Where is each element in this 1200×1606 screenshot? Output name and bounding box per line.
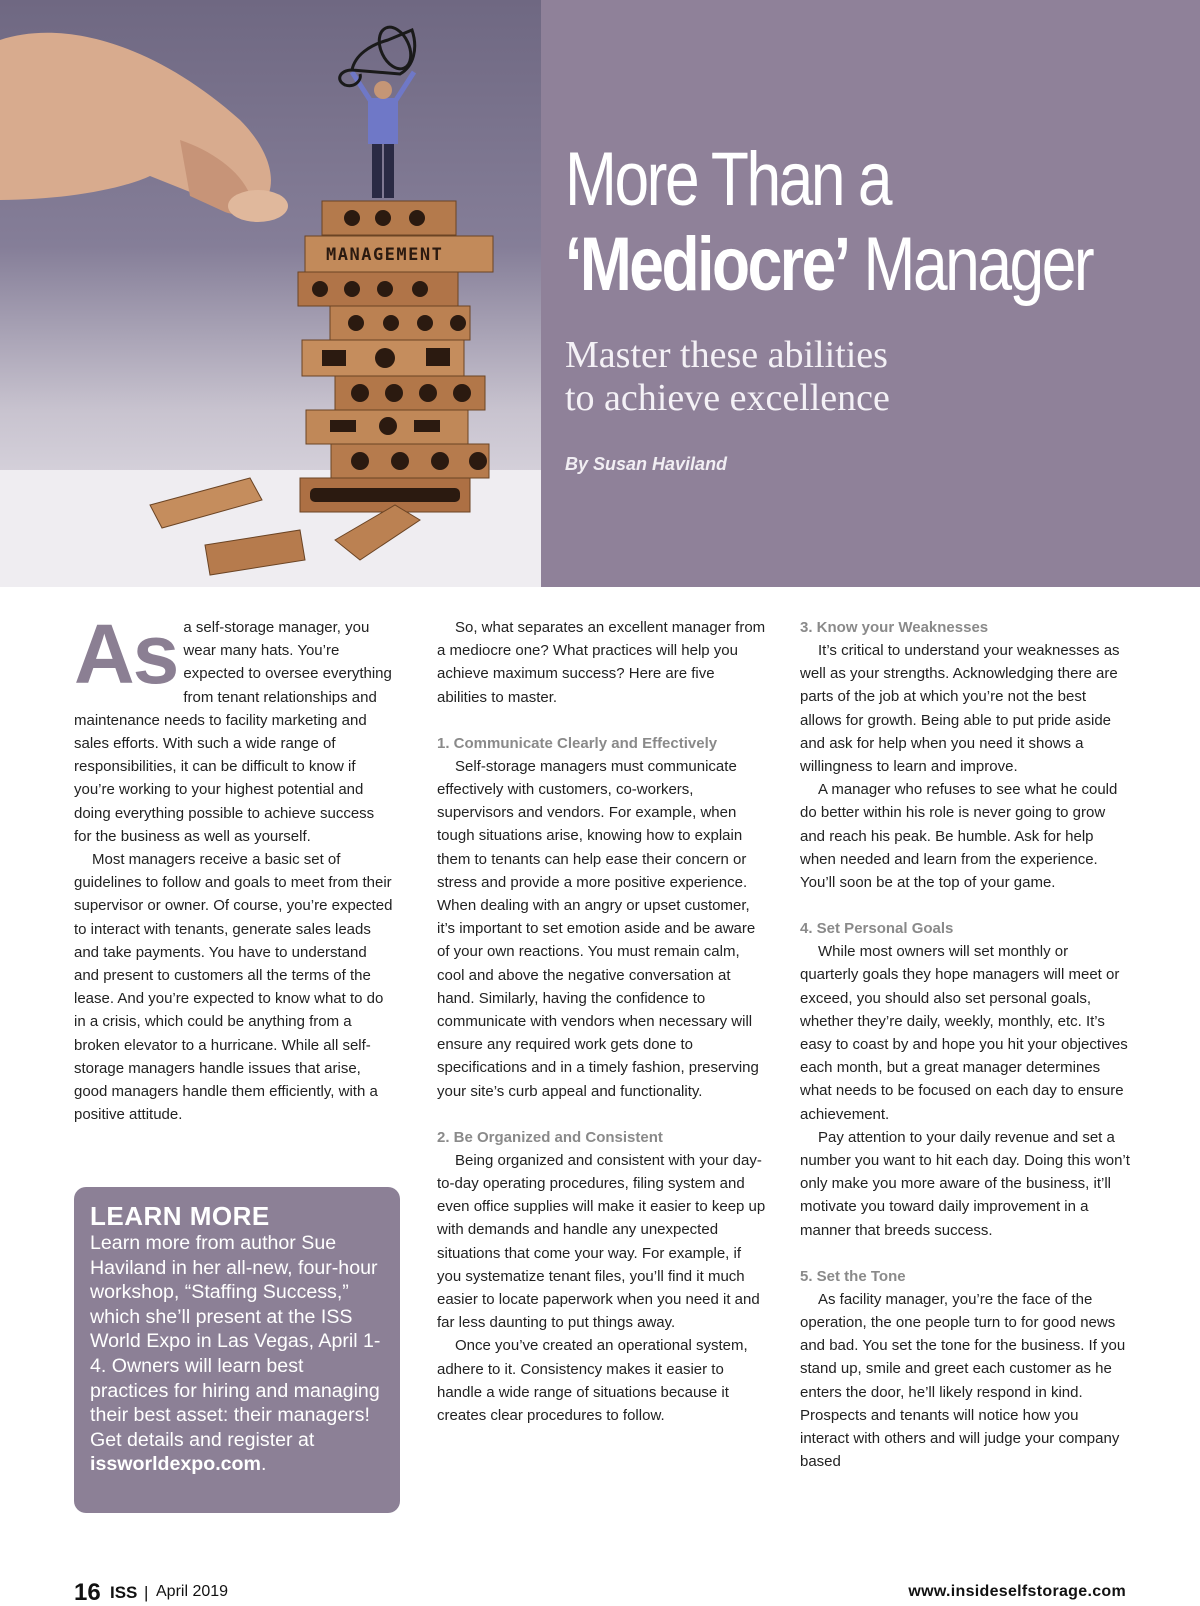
footer-separator: | xyxy=(144,1583,149,1602)
column-2 xyxy=(437,616,767,1427)
issue-date: April 2019 xyxy=(156,1583,229,1600)
subhead-communicate: 1. Communicate Clearly and Effectively xyxy=(437,734,718,752)
paragraph: As facility manager, you’re the face of the operation, the one people turn to for good news and bad. You set the tone for the business. If you stand up, smile and greet each customer as he enters the door, he’ll likely respond in kind. Prospects and tenants will notice how you interact with others and will judge your company based xyxy=(800,1290,1126,1471)
learn-more-text: Learn more from author Sue Haviland in her all-new, four-hour workshop, “Staffing Success,” which she’ll present at the ISS World Expo in Las Vegas, April 1-4. Owners will learn best practices for hiring and managing their best asset: their managers! Get details and register at xyxy=(90,1232,381,1451)
learn-more-body xyxy=(90,1231,384,1477)
title-line-1: More Than a xyxy=(565,137,891,222)
paragraph: Self-storage managers must communicate effectively with customers, co-workers, supervisors and vendors. For example, when tough situations arise, knowing how to explain them to tenants can help ease their concern or stress and provide a more positive experience. When dealing with an angry or upset customer, it’s important to set emotion aside and be aware of your own reactions. You must remain calm, cool and above the negative conversation at hand. Similarly, having the confidence to communicate with vendors when necessary will ensure any required work gets done to specifications and in a timely fashion, preserving your site’s curb appeal and functionality. xyxy=(437,757,759,1100)
magazine-name: ISS xyxy=(110,1583,138,1602)
title-emphasis: ‘Mediocre’ xyxy=(565,222,849,307)
learn-more-box xyxy=(74,1187,400,1513)
subhead-tone: 5. Set the Tone xyxy=(800,1267,906,1285)
paragraph: It’s critical to understand your weaknesses as well as your strengths. Acknowledging there are parts of the job at which you’re not the best allows for growth. Being able to put pride aside and ask for help when you need it shows a willingness to learn and improve. xyxy=(800,642,1120,776)
expo-link[interactable]: issworldexpo.com xyxy=(90,1453,261,1476)
paragraph: A manager who refuses to see what he could do better within his role is never going to grow and reach his peak. Be humble. Ask for help when needed and learn from the experience. You’ll soon be at the top of your game. xyxy=(800,781,1118,892)
intro-paragraph xyxy=(74,607,394,848)
subhead-goals: 4. Set Personal Goals xyxy=(800,920,954,938)
column-3 xyxy=(800,616,1130,1474)
paragraph: Most managers receive a basic set of guidelines to follow and goals to meet from their supervisor or owner. Of course, you’re expected to interact with tenants, generate sales leads and take payments. You have to understand and present to customers all the terms of the lease. And you’re expected to know what to do in a crisis, which could be anything from a broken elevator to a hurricane. While all self-storage managers handle issues that arise, good managers handle them efficiently, with a positive attitude. xyxy=(74,851,393,1124)
hero-text xyxy=(565,138,1185,475)
subhead-weaknesses: 3. Know your Weaknesses xyxy=(800,619,989,636)
hero-banner xyxy=(0,0,1200,587)
website-link[interactable]: www.insideselfstorage.com xyxy=(908,1583,1126,1600)
subtitle-line-2: to achieve excellence xyxy=(565,377,890,419)
paragraph: Pay attention to your daily revenue and set a number you want to hit each day. Doing this won’t only make you more aware of the business, it’ll motivate you toward daily improvement in a manner that breeds success. xyxy=(800,1128,1130,1239)
paragraph: Being organized and consistent with your day-to-day operating procedures, filing system and even office supplies will make it easier to keep up with demands and handle any unexpected situations that come your way. For example, if you systematize tenant files, you’ll find it much easier to locate paperwork when you need it and far less daunting to put things away. xyxy=(437,1151,766,1332)
learn-more-heading: LEARN MORE xyxy=(90,1201,270,1231)
intro-text: a self-storage manager, you wear many hats. You’re expected to oversee everything from tenant relationships and maintenance needs to facility marketing and sales efforts. With such a wide range of responsibilities, it can be difficult to know if you’re working to your highest potential and doing everything possible to achieve success for the business as well as yourself. xyxy=(74,619,392,845)
page-number: 16 xyxy=(74,1579,101,1606)
paragraph: Once you’ve created an operational system, adhere to it. Consistency makes it easier to handle a wide range of situations because it creates clear procedures to follow. xyxy=(437,1337,748,1425)
subhead-organized: 2. Be Organized and Consistent xyxy=(437,1128,663,1146)
learn-more-end: . xyxy=(260,1453,267,1476)
page-footer xyxy=(74,1580,1126,1606)
subtitle-line-1: Master these abilities xyxy=(565,334,888,376)
wooden-blocks-illustration xyxy=(0,0,541,587)
column-1 xyxy=(74,607,394,1126)
subtitle xyxy=(565,334,1185,420)
title-rest: Manager xyxy=(848,222,1093,307)
management-block-label: MANAGEMENT xyxy=(326,245,444,265)
paragraph: While most owners will set monthly or quarterly goals they hope managers will meet or exceed, you should also set personal goals, whether they’re daily, weekly, monthly, etc. It’s easy to coast by and hope you hit your objectives each month, but a great manager determines what needs to be focused on each day to ensure achievement. xyxy=(800,943,1128,1123)
title-line-2 xyxy=(565,222,1093,308)
drop-cap: As xyxy=(74,607,178,701)
hero-photo xyxy=(0,0,541,587)
byline: By Susan Haviland xyxy=(565,454,728,474)
paragraph: So, what separates an excellent manager from a mediocre one? What practices will help you achieve maximum success? Here are five abilities to master. xyxy=(437,619,766,706)
